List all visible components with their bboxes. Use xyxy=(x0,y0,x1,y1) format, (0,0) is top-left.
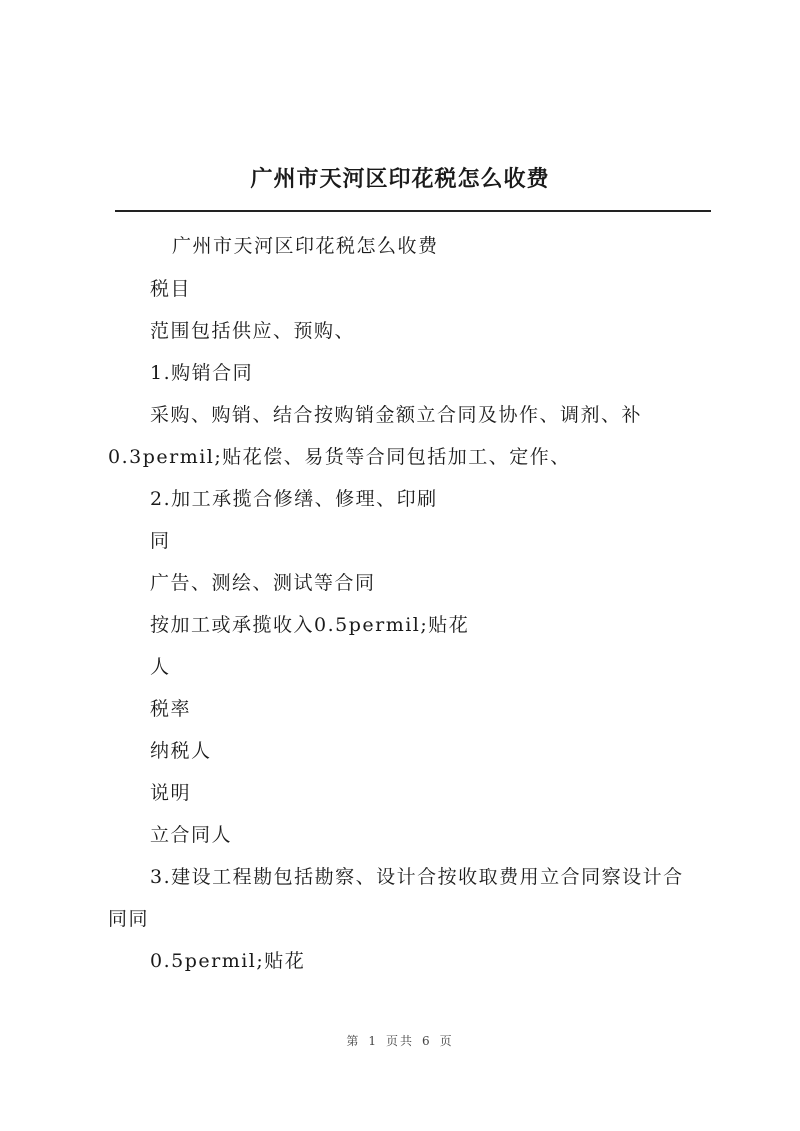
title-divider xyxy=(115,210,711,212)
text-line: 0.5permil;贴花 xyxy=(150,950,306,972)
text-line: 广告、测绘、测试等合同 xyxy=(150,572,376,594)
text-line: 按加工或承揽收入0.5permil;贴花 xyxy=(150,614,470,636)
text-line: 立合同人 xyxy=(150,824,233,846)
footer-total-pages: 6 xyxy=(422,1034,432,1048)
footer-page-number: 1 xyxy=(368,1034,378,1048)
document-title: 广州市天河区印花税怎么收费 xyxy=(250,166,550,192)
text-line: 采购、购销、结合按购销金额立合同及协作、调剂、补 xyxy=(150,404,643,426)
text-line: 说明 xyxy=(150,782,192,804)
text-line: 2.加工承揽合修缮、修理、印刷 xyxy=(150,488,438,510)
text-line: 范围包括供应、预购、 xyxy=(150,320,356,342)
text-line: 0.3permil;贴花偿、易货等合同包括加工、定作、 xyxy=(108,446,571,468)
text-line: 同 xyxy=(150,530,171,552)
text-line: 税率 xyxy=(150,698,192,720)
footer-suffix: 页 xyxy=(439,1034,454,1048)
text-line: 人 xyxy=(150,656,171,678)
text-line: 3.建设工程勘包括勘察、设计合按收取费用立合同察设计合 xyxy=(150,866,684,888)
text-line: 广州市天河区印花税怎么收费 xyxy=(172,235,439,257)
page-footer xyxy=(0,1032,800,1049)
footer-middle: 页共 xyxy=(385,1034,414,1048)
text-line: 同同 xyxy=(108,908,150,930)
text-line: 税目 xyxy=(150,278,192,300)
text-line: 1.购销合同 xyxy=(150,362,254,384)
footer-prefix: 第 xyxy=(346,1034,361,1048)
text-line: 纳税人 xyxy=(150,740,212,762)
